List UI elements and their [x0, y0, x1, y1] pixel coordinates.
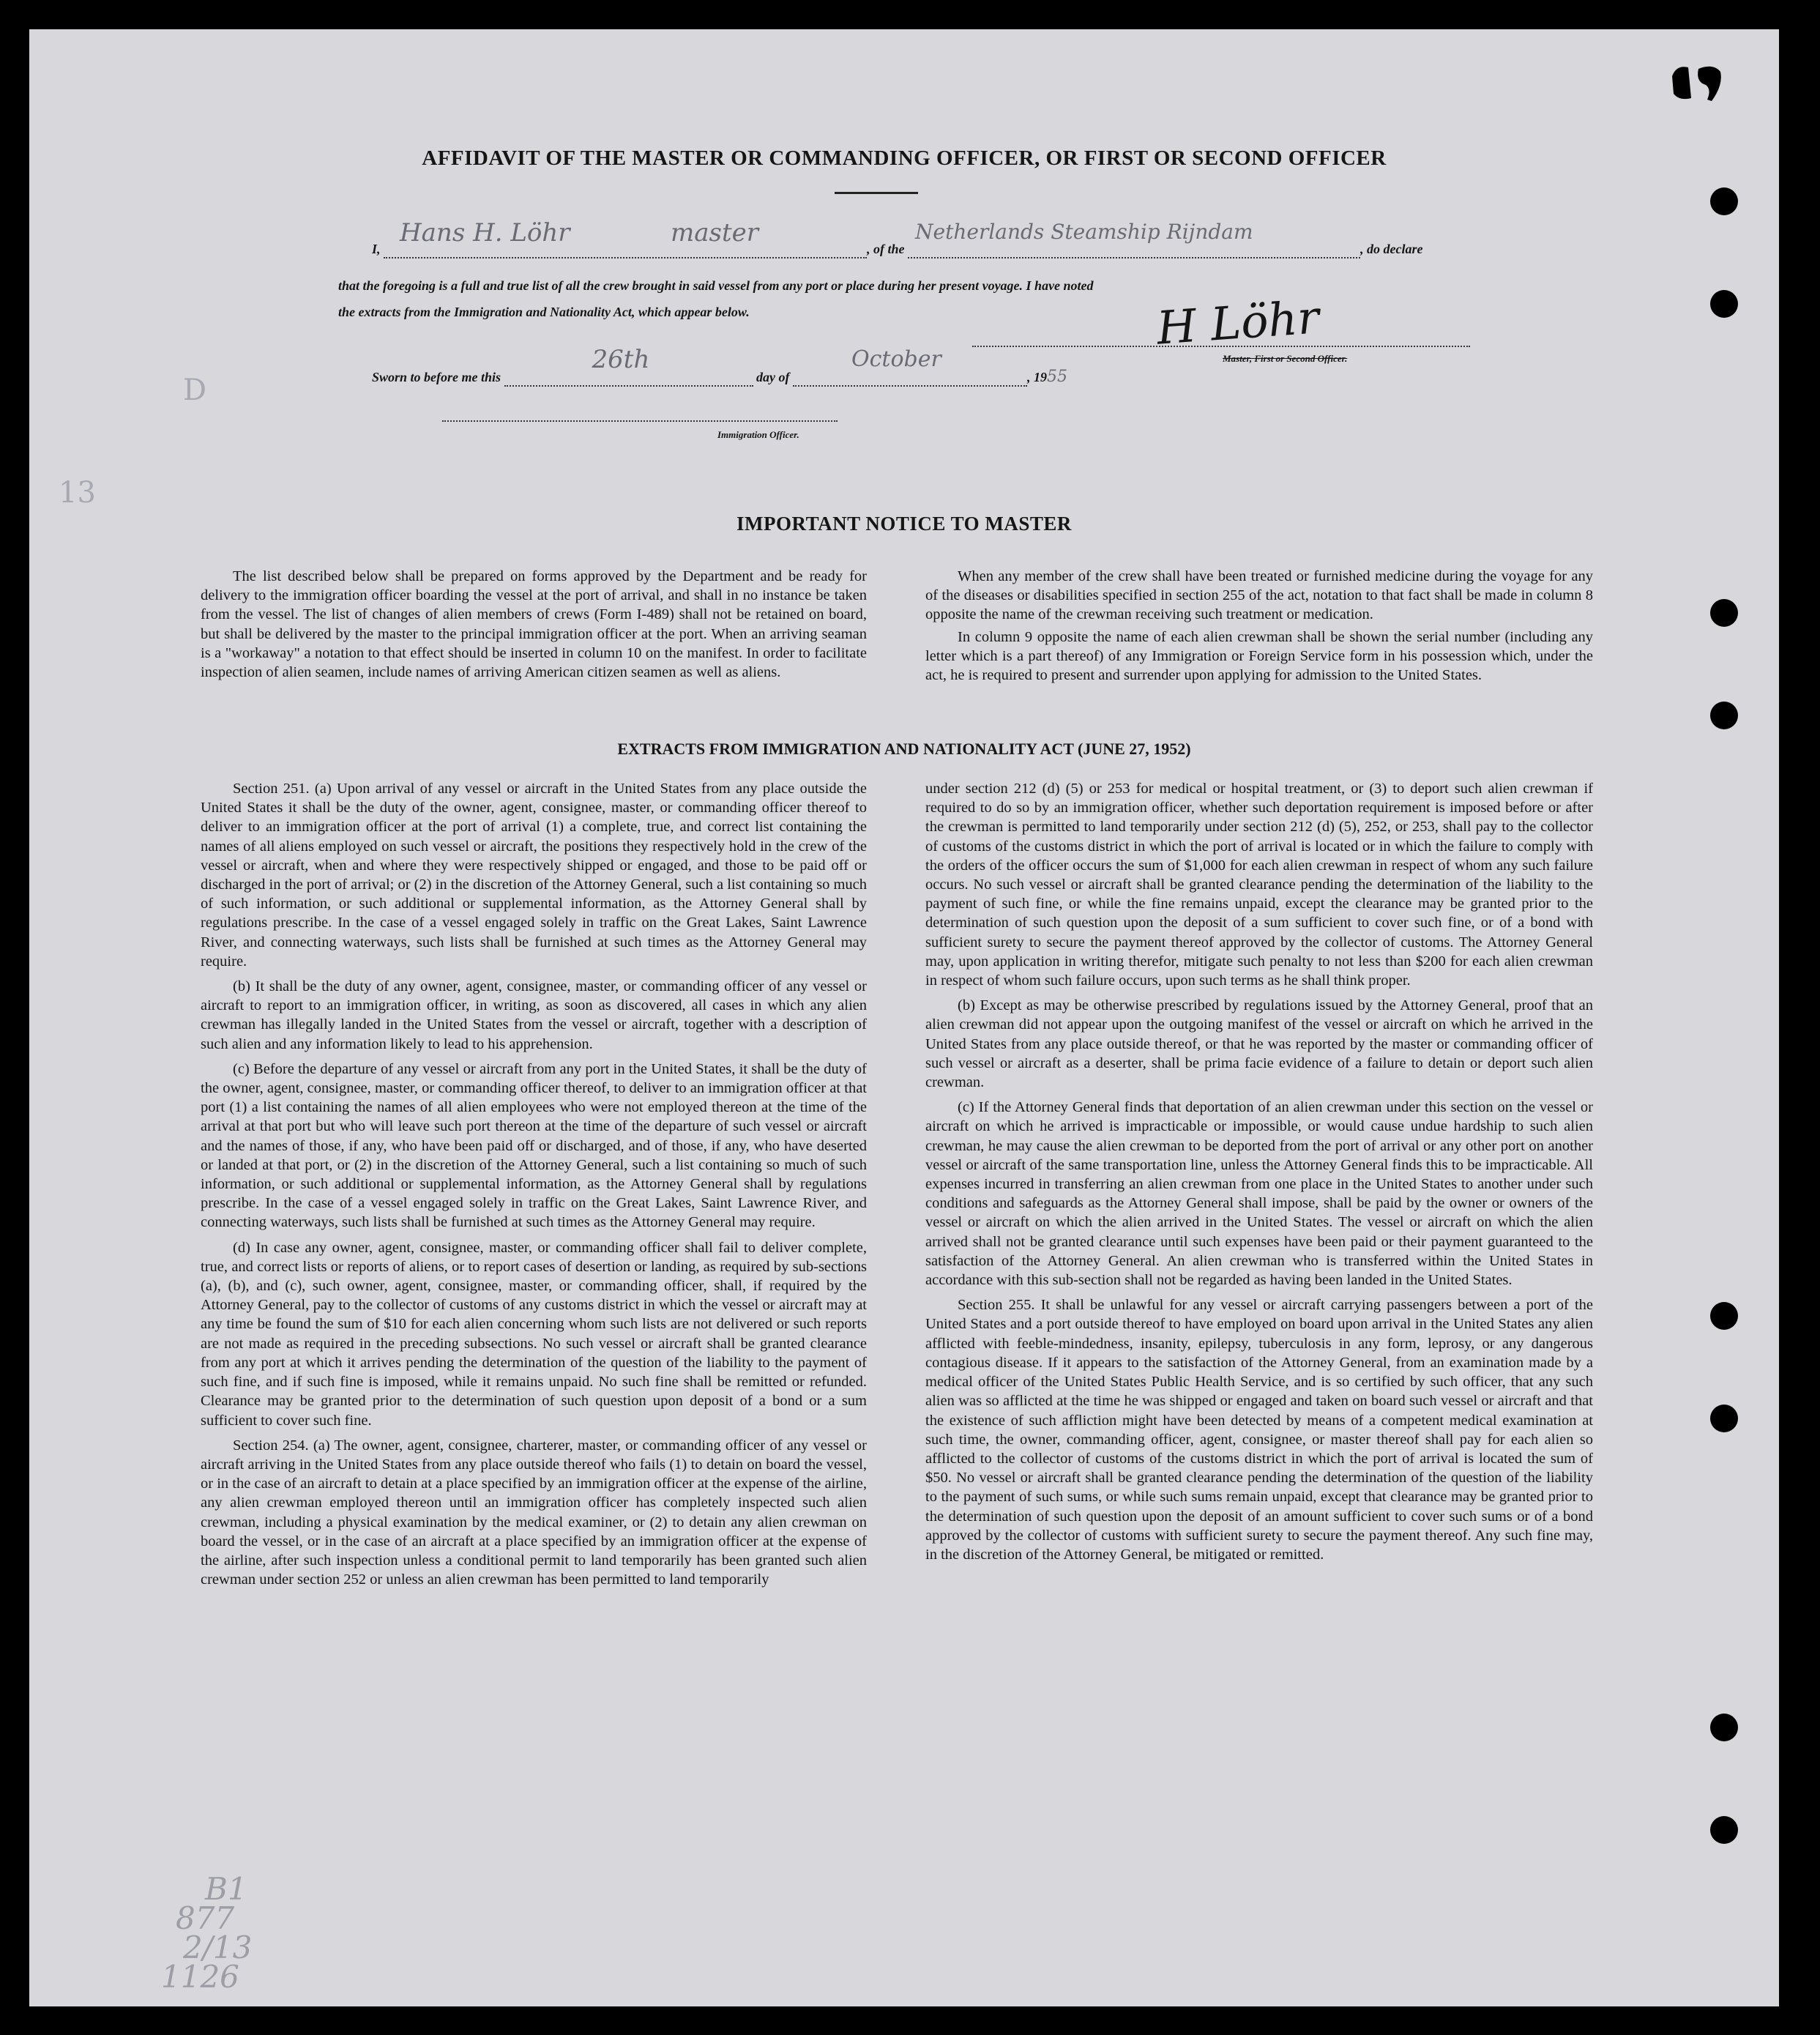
extract-paragraph: (b) Except as may be otherwise prescribed by regulations issued by the Attorney General, proof that an alien crewman did not appear upon the outgoing manifest of the vessel or aircraft on which he arrived in the United States from any place outside thereof, or that he was reported by the master or commanding officer of such vessel or aircraft as a deserter, shall be prima facie evidence of a failure to detain or deport such alien crewman. — [925, 997, 1593, 1091]
extracts-left-column — [201, 779, 867, 1595]
day-of-label: day of — [756, 370, 790, 384]
binder-hole — [1710, 599, 1738, 627]
extract-paragraph: Section 254. (a) The owner, agent, consignee, charterer, master, or commanding officer of any vessel or aircraft arriving in the United States from any place outside thereof who fails (1) to detain on board the vessel, or in the case of an aircraft to detain at a place specified by an immigration officer at the expense of the airline, any alien crewman employed thereon until an immigration officer has completely inspected such alien crewman, including a physical examination by the medical examiner, or (2) to detain any alien crewman on board the vessel, or in the case of an aircraft at a place specified by an immigration officer at the expense of the airline, after such inspection unless a conditional permit to land temporarily has been granted such alien crewman under section 252 or unless an alien crewman has been permitted to land temporarily — [201, 1437, 867, 1588]
vessel-name-handwritten: Netherlands Steamship Rijndam — [915, 220, 1253, 244]
extracts-title: EXTRACTS FROM IMMIGRATION AND NATIONALITY ACT (JUNE 27, 1952) — [617, 740, 1191, 758]
notice-paragraph: In column 9 opposite the name of each alien crewman shall be shown the serial number (including any letter which is a part thereof) of any Immigration or Foreign Service form in his possession which, under the act, he is required to present and surrender upon applying for admission to the United States. — [925, 628, 1593, 684]
binder-hole — [1710, 1714, 1738, 1741]
sworn-label: Sworn to before me this — [372, 370, 501, 384]
sworn-year-handwritten: 55 — [1047, 368, 1068, 386]
sworn-month-field — [793, 346, 1027, 387]
year-prefix: , 19 — [1027, 370, 1048, 384]
ink-blot-mark — [1669, 63, 1728, 104]
affidavit-declaration-line — [372, 218, 1423, 258]
binder-hole — [1710, 1405, 1738, 1432]
immigration-officer-caption: Immigration Officer. — [717, 429, 799, 440]
extracts-right-column — [925, 779, 1593, 1570]
margin-note-line: 877 — [176, 1900, 235, 1936]
notice-paragraph: When any member of the crew shall have been treated or furnished medicine during the voyage for any of the diseases or disabilities specified in section 255 of the act, notation to that fact shall be made in column 8 opposite the name of the crewman receiving such treatment or medication. — [925, 568, 1593, 623]
extract-paragraph: (d) In case any owner, agent, consignee, master, or commanding officer shall fail to deliver complete, true, and correct lists or reports of aliens, or to report cases of desertion or landing, as required by sub-sections (a), (b), and (c), such owner, agent, consignee, master, or commanding officer, shall, if required by the Attorney General, pay to the collector of customs of any customs district in which the vessel or aircraft may at any time be found the sum of $10 for each alien concerning whom such lists are not delivered or such reports are not made as required in the preceding subsections. No such vessel or aircraft shall be granted clearance from any port at which it arrives pending the determination of the question of the liability to the payment of such fine, and if such fine is imposed, while it remains unpaid. No such fine shall be remitted or refunded. Clearance may be granted prior to the determination of such question upon deposit of a bond or a sum sufficient to cover such fine. — [201, 1239, 867, 1429]
margin-note-line: 2/13 — [183, 1930, 253, 1965]
binder-hole — [1710, 1816, 1738, 1844]
vessel-name-field — [908, 220, 1360, 258]
notice-title: IMPORTANT NOTICE TO MASTER — [736, 513, 1072, 535]
binder-hole — [1710, 290, 1738, 318]
binder-hole — [1710, 702, 1738, 729]
margin-note-line: 1126 — [161, 1959, 239, 1995]
signature-caption: Master, First or Second Officer. — [1223, 353, 1348, 364]
notice-right-column — [925, 567, 1593, 691]
extract-paragraph: (b) It shall be the duty of any owner, agent, consignee, master, or commanding officer of any vessel or aircraft to report to an immigration officer, in writing, as soon as discovered, all cases in which any alien crewman has illegally landed in the United States from the vessel or aircraft, together with a description of such alien and any information likely to lead to his apprehension. — [201, 978, 867, 1052]
sworn-day-field — [504, 345, 753, 387]
extract-paragraph: under section 212 (d) (5) or 253 for medical or hospital treatment, or (3) to deport such alien crewman if required to do so by an immigration officer, whether such deportation requirement is imposed before or after the crewman is permitted to land temporarily under section 212 (d) (5), 252, or 253, shall pay to the collector of customs of the customs district in which the port of arrival is located or in which the failure to comply with the orders of the officer occurs the sum of $1,000 for each alien crewman in respect of whom any such failure occurs. No such vessel or aircraft shall be granted clearance pending the determination of the liability to the payment of such fine, or while the fine remains unpaid, except the clearance may be granted prior to the determination of such question upon the deposit of a sum sufficient to cover such fine, or of a bond with sufficient surety to secure the payment thereof approved by the collector of customs. The Attorney General may, upon application in writing therefor, mitigate such penalty to not less than $200 for each alien crewman in respect of whom such failure occurs, upon such terms as he shall think proper. — [925, 781, 1593, 989]
declaration-prefix: I, — [372, 242, 381, 256]
extract-paragraph: Section 255. It shall be unlawful for any vessel or aircraft carrying passengers between a port of the United States and a port outside thereof to have employed on board upon arrival in the United States any alien afflicted with feeble-mindedness, insanity, epilepsy, tuberculosis in any form, leprosy, or any dangerous contagious disease. If it appears to the satisfaction of the Attorney General, from an examination made by a medical officer of the United States Public Health Service, and is so certified by such officer, that any such alien was so afflicted at the time he was shipped or engaged and taken on board such vessel or aircraft and that the existence of such affliction might have been detected by means of a competent medical examination at such time, the owner, commanding officer, agent, consignee, or master thereof shall pay for each alien so afflicted to the collector of customs of the customs district in which the port of arrival is located the sum of $50. No vessel or aircraft shall be granted clearance pending the determination of the question of the liability to the payment of such sums, or while such sums remain unpaid, except that clearance may be granted prior to the determination of such question upon the deposit of an amount sufficient to cover such sums or of a bond approved by the collector of customs with sufficient surety to secure the payment thereof. Any such fine may, in the discretion of the Attorney General, be mitigated or remitted. — [925, 1297, 1593, 1563]
binder-hole — [1710, 187, 1738, 215]
master-name-handwritten: Hans H. Löhr — [400, 218, 570, 248]
affidavit-line-3: the extracts from the Immigration and Nationality Act, which appear below. — [338, 305, 750, 319]
margin-mark: 13 — [59, 476, 96, 510]
handwritten-margin-notes — [161, 1871, 253, 1995]
signature-line — [972, 346, 1470, 347]
document-page — [29, 29, 1779, 2006]
immigration-officer-line — [442, 420, 838, 422]
sworn-month-handwritten: October — [851, 346, 941, 372]
sworn-line — [372, 345, 1068, 387]
notice-paragraph: The list described below shall be prepared on forms approved by the Department and be ready for delivery to the immigration officer boarding the vessel at the port of arrival, and shall in no instance be taken from the vessel. The list of changes of alien members of crews (Form I-489) shall not be retained on board, but shall be delivered by the master to the principal immigration officer at the port. When an arriving seaman is a "workaway" a notation to that effect should be inserted in column 10 on the manifest. In order to facilitate inspection of alien seamen, include names of arriving American citizen seamen as well as aliens. — [201, 568, 867, 681]
master-name-field — [384, 218, 867, 258]
affidavit-line-2: that the foregoing is a full and true list of all the crew brought in said vessel from any port or place during her present voyage. I have noted — [338, 278, 1094, 293]
sworn-day-handwritten: 26th — [592, 345, 650, 374]
margin-mark: D — [183, 373, 207, 407]
do-declare-label: , do declare — [1360, 242, 1423, 256]
extract-paragraph: (c) Before the departure of any vessel or aircraft from any port in the United States, it shall be the duty of the owner, agent, consignee, master, or commanding officer thereof, to deliver to an immigration officer at that port (1) a list containing the names of all alien employees who were not employed thereon at the time of the arrival at that port but who will leave such port thereon at the time of the departure of such vessel or aircraft and the names of those, if any, who have been paid off or discharged, and of those, if any, who have deserted or landed at that port, or (2) in the discretion of the Attorney General, such a list containing so much of such information, or such additional or supplemental information, as the Attorney General shall by regulations prescribe. In the case of a vessel engaged solely in traffic on the Great Lakes, Saint Lawrence River, and connecting waterways, such lists shall be furnished at such times as the Attorney General may require. — [201, 1060, 867, 1231]
margin-note-line: B1 — [205, 1871, 247, 1907]
extract-paragraph: Section 251. (a) Upon arrival of any vessel or aircraft in the United States from any place outside the United States it shall be the duty of the owner, agent, consignee, master, or commanding officer thereof to deliver to an immigration officer at the port of arrival (1) a complete, true, and correct list containing the names of all aliens employed on such vessel or aircraft, the positions they respectively hold in the crew of the vessel or aircraft, when and where they were respectively shipped or engaged, and those to be paid off or discharged in the port of arrival; or (2) in the discretion of the Attorney General, such a list containing so much of such information, or such additional or supplemental information, as the Attorney General shall by regulations prescribe. In the case of a vessel engaged solely in traffic on the Great Lakes, Saint Lawrence River, and connecting waterways, such lists shall be furnished at such times as the Attorney General may require. — [201, 781, 867, 970]
master-rank-handwritten: master — [671, 218, 759, 248]
title-rule — [835, 192, 918, 194]
of-the-label: , of the — [867, 242, 905, 256]
officer-signature: H Löhr — [1155, 290, 1321, 355]
affidavit-title: AFFIDAVIT OF THE MASTER OR COMMANDING OFFICER, OR FIRST OR SECOND OFFICER — [422, 146, 1387, 170]
notice-left-column — [201, 567, 867, 688]
extract-paragraph: (c) If the Attorney General finds that deportation of an alien crewman under this section on the vessel or aircraft on which he arrived is impracticable or impossible, or would cause undue hardship to such alien crewman, he may cause the alien crewman to be deported from the port of arrival or any other port on another vessel or aircraft of the same transportation line, unless the Attorney General finds this to be impracticable. All expenses incurred in transferring an alien crewman from one place in the United States to another under such conditions and safeguards as the Attorney General shall impose, shall be paid by the owner or owners of the vessel or aircraft on which the alien arrived in the United States. The vessel or aircraft on which the alien arrived shall not be granted clearance until such expenses have been paid or their payment guaranteed to the satisfaction of the Attorney General. An alien crewman who is transferred within the United States in accordance with this sub-section shall not be regarded as having been landed in the United States. — [925, 1099, 1593, 1289]
binder-hole — [1710, 1302, 1738, 1330]
